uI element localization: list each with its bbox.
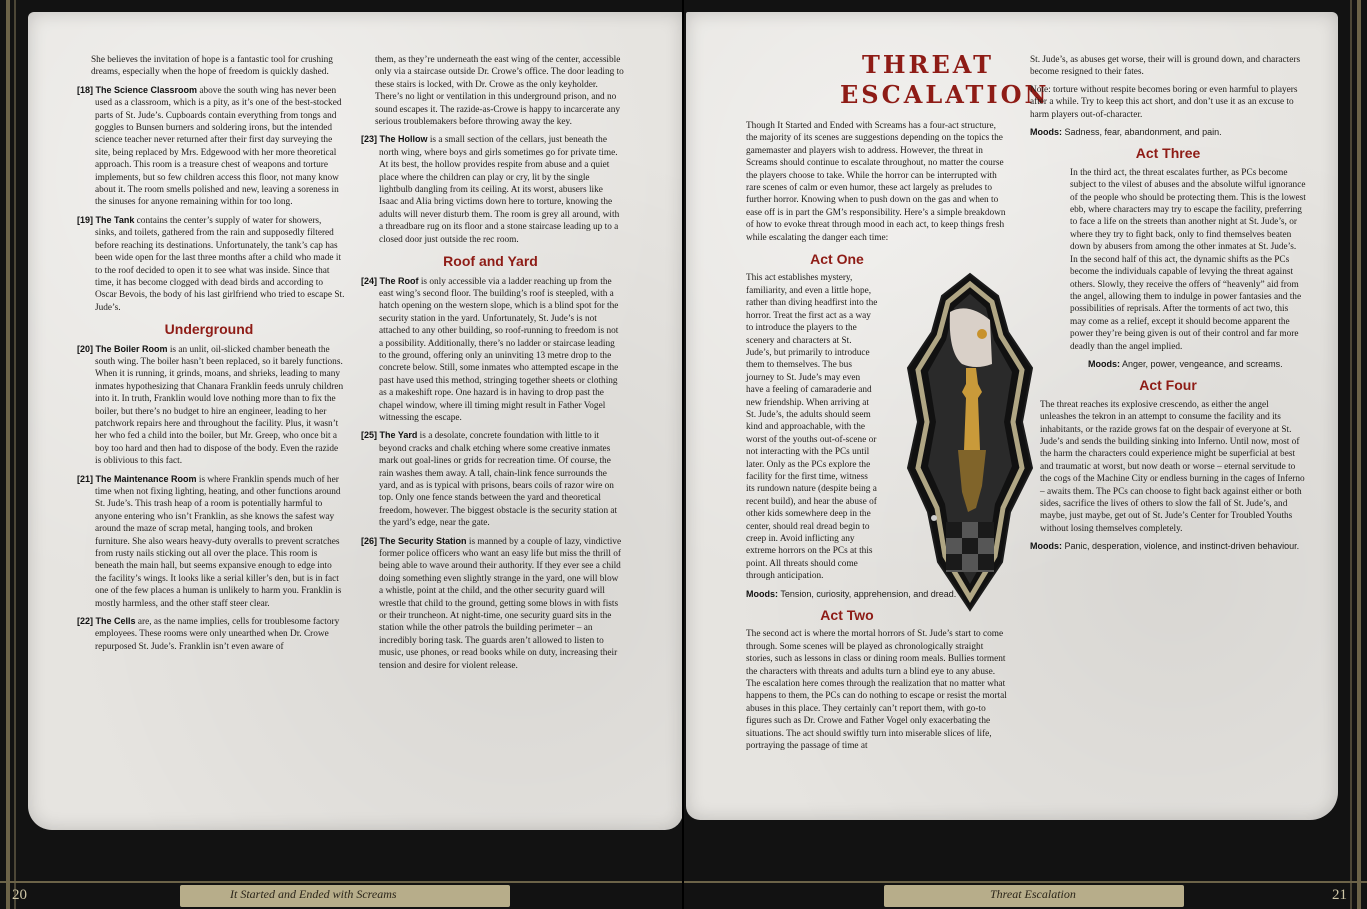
entry-25: [25] The Yard is a desolate, concrete foundation with little to it beyond cracks and chalk etching where some creative inmates mark out goal-lines or grids for recreation time. Of course, the rain washes them away. A tall, chain-link fence surrounds the yard, and as is typical with prisons, bears coils of razor wire on top. Only one fence stands between the yard and theoretical freedom, however. The biggest obstacle is the security station at the yard’s edge, near the gate. bbox=[361, 430, 618, 529]
left-running-title: It Started and Ended with Screams bbox=[230, 887, 397, 901]
left-page bbox=[0, 0, 683, 909]
right-page bbox=[684, 0, 1367, 909]
right-frame-bar bbox=[1357, 0, 1361, 909]
chapter-title-line-2: ESCALATION bbox=[840, 80, 1050, 109]
entry-18: [18] The Science Classroom above the south wing has never been used as a classroom, which is a pity, as it’s one of the best-stocked parts of St. Jude’s. Cupboards contain everything from tongs and goggles to Bunsen burners and soldering irons, but the intended science teacher never returned after their first day surveying the site, being replaced by Mrs. Edgewood with her more theoretical approach. This room is a treasure chest of weapons and torture implements, but so few children access this floor, not many know about it. The room smells polished and new, leaving a soreness in the sinuses for anyone remaining within for too long. bbox=[77, 84, 342, 208]
act-four-text: The threat reaches its explosive crescendo, as either the angel unleashes the tekron in an attempt to consume the facility and its inhabitants, or the razide grows fat on the despair of everyone at St. Jude’s and sends the building sinking into Inferno. Until now, most of the harm the characters could experience might be superficial at best and traumatic at worst, but now death or worse – eternal servitude to the cogs of the Machine City or endless burning in the cages of Inferno – awaits them. The PCs can choose to fight back against either or both sides, sacrifice the lives of others to slow the fall of St. Jude’s, and maybe, just maybe, get out of St. Jude’s Center for Troubled Youths without losing themselves completely. bbox=[1040, 399, 1305, 534]
act-two-moods: Moods: Sadness, fear, abandonment, and pain. bbox=[1030, 127, 1222, 138]
chapter-title-line-1: THREAT bbox=[862, 50, 994, 79]
left-frame-bar bbox=[6, 0, 10, 909]
heading-act-two: Act Two bbox=[820, 607, 874, 624]
threat-intro: Though It Started and Ended with Screams has a four-act structure, the majority of its scenes are suggestions depending on the topics the gamemaster and players wish to address. However, the threat in Screams should continue to escalate throughout, no matter the course the players choose to take. While the horror can be interrupted with rare scenes of calm or even humor, these act largely as preludes to further horror. Knowing when to push down on the gas and when to ease off is in part the GM’s responsibility. Here’s a simple breakdown of how to evoke threat through mood in each act, to keep things fresh while escalating the danger each time: bbox=[746, 121, 1006, 243]
entry-26: [26] The Security Station is manned by a couple of lazy, vindictive former police officers who want an easy life but miss the thrill of being able to wave around their authority. If they ever see a child doing something even slightly strange in the yard, one will blow a whistle, point at the child, and the other security guard will wrestle that child to the ground, getting some blows in with fists or their truncheon. At night-time, one security guard sits in the station while the other patrols the building perimeter – an incredibly boring task. The guards aren’t allowed to listen to music, use phones, or read books while on duty, increasing their tension and desire for violent release. bbox=[361, 535, 622, 671]
right-frame-inner-bar bbox=[1350, 0, 1352, 909]
heading-act-three: Act Three bbox=[1135, 145, 1201, 162]
act-two-text: The second act is where the mortal horrors of St. Jude’s start to come through. Some scenes will be played as chronologically straight stories, such as lessons in class or dining room meals. Bullies torment the characters with threats and adults turn a blind eye to any abuse. The escalation here comes through the realization that no matter what happens to them, the PCs can do nothing to escape or resist the mortal abuses in this place. They certainly can’t report them, with go-to figures such as Dr. Crowe and Father Vogel only exacerbating the situations. The act should swiftly turn into miserable slices of life, portraying the passage of time at bbox=[746, 629, 1007, 752]
entry-23: [23] The Hollow is a small section of the cellars, just beneath the north wing, where boys and girls sometimes go for private time. At its best, the hollow provides respite from abuse and a quiet place where the children can play or cry, lit by the single lightbulb dangling from its ceiling. At its worst, abusers like Isaac and Alia bring victims down here to torture, knowing the adults will never disturb them. The room is grey all around, with a threadbare rug on its floor and a stone staircase leading up to a closed door just outside the rec room. bbox=[361, 134, 620, 245]
left-footer-line bbox=[0, 881, 683, 883]
cells-continued: them, as they’re underneath the east wing of the center, accessible only via a staircase outside Dr. Crowe’s office. The door leading to these stairs is locked, with Dr. Crowe as the only keyholder. There’s no light or ventilation in this underground prison, and no sound escapes it. The razide-as-Crowe is happy to incarcerate any serious troublemakers before throwing away the key. bbox=[375, 55, 624, 128]
entry-20: [20] The Boiler Room is an unlit, oil-slicked chamber beneath the south wing. The boiler hasn’t been replaced, so it barely functions. When it is running, it grinds, moans, and shrieks, leading to many inmates hypothesizing that Chanara Franklin feeds unruly children into it. In truth, Franklin would love nothing more than to fix the boiler, but there’s no budget to hire an engineer, leading to her patchwork repairs here and throughout the facility. Plus, it wasn’t her who fed a child into the boiler, but Mr. Greep, who once bit a boy too hard and then had to dispose of the body. Even the razide is oblivious to this fact. bbox=[77, 343, 344, 467]
left-column-2 bbox=[357, 54, 624, 677]
heading-act-one: Act One bbox=[810, 251, 864, 268]
intro-paragraph: She believes the invitation of hope is a fantastic tool for crushing dreams, especially when the hope of freedom is quickly dashed. bbox=[91, 55, 333, 78]
right-footer-line bbox=[684, 881, 1367, 883]
act-one-moods: Moods: Tension, curiosity, apprehension, and dread. bbox=[746, 588, 957, 599]
chapter-title bbox=[840, 50, 1050, 110]
entry-24: [24] The Roof is only accessible via a ladder reaching up from the east wing’s second floor. The building’s roof is steepled, with a hatch opening on the western slope, which is a blind spot for the security station in the yard. Unfortunately, St. Jude’s is not attached to any other building, so roof-running to freedom is not a possibility. Additionally, there’s no ladder or staircase leading to the ground, offering only an uninviting 13 metre drop to the concrete below. Still, some inmates who attempted escape in the past have used this method, stringing together sheets or clothing as a makeshift rope. One hazard is in having to drop past the chapel window, where ill timing might result in Father Vogel witnessing the escape. bbox=[361, 275, 619, 423]
left-column-1 bbox=[73, 54, 345, 658]
right-page-number: 21 bbox=[1332, 887, 1347, 903]
act-two-note: Note: torture without respite becomes boring or even harmful to players after a while. Try to keep this act short, and don’t use it as an excuse to harm players out-of-character. bbox=[1030, 84, 1298, 120]
entry-22: [22] The Cells are, as the name implies, cells for troublesome factory employees. These rooms were only unearthed when Dr. Crowe repurposed St. Jude’s. Franklin isn’t even aware of bbox=[77, 616, 340, 652]
heading-roof-and-yard: Roof and Yard bbox=[443, 253, 538, 270]
act-three-text: In the third act, the threat escalates further, as PCs become subject to the vilest of abuses and the absolute wilful ignorance of the people who should be protecting them. This is the lowest ebb, where characters may try to escape the facility, preferring to face a life on the streets than another night at St. Jude’s, or where they try to fight back, only to find themselves beaten down by abusers from among the other inmates at St. Jude’s. In the second half of this act, the dynamic shifts as the PCs become the individuals capable of levying the threat against others. Slowly, they receive the offers of “heavenly” aid from the angel, allowing them to indulge in power fantasies and the possibilities of reprisals. After the torments of act two, this may come as a relief, except it should become apparent the power they’re being given is out of their control and far more deadly than the angel implied. bbox=[1070, 167, 1306, 352]
left-frame-inner-bar bbox=[14, 0, 16, 909]
entry-21: [21] The Maintenance Room is where Franklin spends much of her time when not fixing lighting, heating, and other functions around St. Jude’s. This trash heap of a room is potentially harmful to anyone entering who isn’t Franklin, as she knows the safest way around the maze of scrap metal, hanging tools, and broken furniture. She also wears heavy-duty overalls to prevent scratches from rusty nails sticking out all over the place. This room is beneath the main hall, but seems expansive enough to edge into the facility’s wings. It looks like a serial killer’s den, but is in fact one of the few places a human is unlikely to harm you. Franklin is mostly harmless, and the other staff steer clear. bbox=[77, 473, 342, 609]
act-two-continued: St. Jude’s, as abuses get worse, their will is ground down, and characters become resigned to their fates. bbox=[1030, 55, 1301, 78]
act-three-moods: Moods: Anger, power, vengeance, and screams. bbox=[1088, 358, 1283, 369]
left-page-number: 20 bbox=[12, 887, 27, 903]
act-one-text: This act establishes mystery, familiarity, and even a little hope, rather than diving headfirst into the horror. Treat the first act as a way to introduce the players to the scenery and characters at St. Jude’s, but primarily to introduce them to themselves. The bus journey to St. Jude’s may even have a feeling of camaraderie and new friendship. When arriving at St. Jude’s, the adults should seem kind and approachable, with the worst of the youths out-of-scene or not interacting with the PCs until later. Only as the PCs explore the facility for the first time, witness its rundown nature (despite being a recent build), and hear the abuse of other kids somewhere deep in the center, should real dread begin to creep in. Avoid inflicting any extreme horrors on the PCs at this point. All threats should come through anticipation. bbox=[746, 273, 878, 582]
heading-underground: Underground bbox=[164, 321, 254, 338]
heading-act-four: Act Four bbox=[1139, 377, 1197, 394]
right-column-1 bbox=[746, 120, 1008, 758]
act-four-moods: Moods: Panic, desperation, violence, and instinct-driven behaviour. bbox=[1030, 541, 1300, 552]
entry-19: [19] The Tank contains the center’s supply of water for showers, sinks, and toilets, gathered from the rain and supposedly filtered before reaching its destinations. Unfortunately, the tank’s cap has been wide open for the last three months after a child who made it to the roof decided to open it to see what was inside. Since that time, it has become clogged with dead birds and according to Oscar Bevois, the body of his last girlfriend who tried to escape St. Jude’s. bbox=[77, 214, 345, 313]
right-running-title: Threat Escalation bbox=[990, 887, 1076, 901]
right-column-2 bbox=[1030, 54, 1306, 558]
